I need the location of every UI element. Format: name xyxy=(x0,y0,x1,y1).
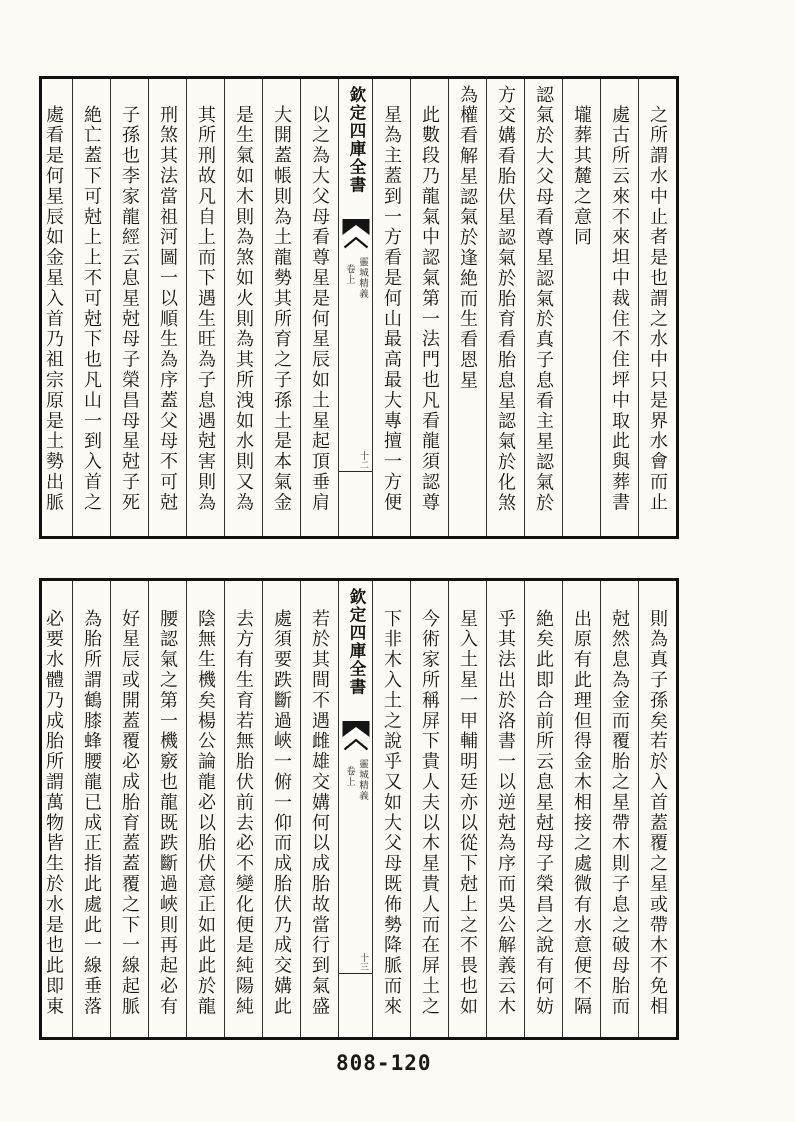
page-block-top xyxy=(39,76,679,539)
text-column: 認氣於大父母看尊星認氣於真子息看主星認氣於 xyxy=(524,79,562,536)
text-column: 下非木入土之說乎又如大父母既佈勢降脈而來 xyxy=(372,581,410,1037)
banxin-chapter: 卷上 xyxy=(344,766,355,787)
text-column: 子孫也李家龍經云息星尅母子榮昌母星尅子死 xyxy=(110,79,148,536)
text-column: 處看是何星辰如金星入首乃祖宗原是土勢出脈 xyxy=(43,105,64,513)
text-column: 則為真子孫矣若於入首蓋覆之星或帶木不免相 xyxy=(638,581,676,1037)
text-column: 尅然息為金而覆胎之星帶木則子息之破母胎而 xyxy=(600,581,638,1037)
text-column: 必要水體乃成胎所謂萬物皆生於水是也此即東 xyxy=(43,609,64,1017)
text-column: 大開蓋帳則為土龍勢其所育之子孫土是本氣金 xyxy=(262,79,300,536)
folio-label: 808-120 xyxy=(336,1051,432,1075)
text-column: 好星辰或開蓋覆必成胎育蓋蓋覆之下一線起脈 xyxy=(110,581,148,1037)
text-column: 以之為大父母看尊星是何星辰如土星起頂垂肩 xyxy=(300,79,338,536)
banxin-library-title: 欽定四庫全書 xyxy=(347,86,366,194)
text-column: 為權看解星認氣於逢絶而生看恩星 xyxy=(448,79,486,536)
page-number: 十二 xyxy=(358,451,368,469)
text-column: 方交媾看胎伏星認氣於胎育看胎息星認氣於化煞 xyxy=(486,79,524,536)
banxin-book-title: 靈城精義 xyxy=(357,257,368,299)
text-column: 去方有生育若無胎伏前去必不變化便是純陽純 xyxy=(224,581,262,1037)
text-column: 出原有此理但得金木相接之處微有水意便不隔 xyxy=(562,581,600,1037)
text-column: 此數段乃龍氣中認氣第一法門也凡看龍須認尊 xyxy=(410,79,448,536)
banxin-rule xyxy=(339,471,372,472)
text-column: 若於其間不遇雌雄交媾何以成胎故當行到氣盛 xyxy=(300,581,338,1037)
text-column: 星入土星一甲輔明廷亦以從下尅上之不畏也如 xyxy=(448,581,486,1037)
text-column: 陰無生機矣楊公論龍必以胎伏意正如此此於龍 xyxy=(186,581,224,1037)
text-column: 是生氣如木則為煞如火則為其所洩如水則又為 xyxy=(224,79,262,536)
text-column: 星為主蓋到一方看是何山最高最大專擅一方便 xyxy=(372,79,410,536)
text-column: 處須要跌斷過峽一俯一仰而成胎伏乃成交媾此 xyxy=(262,581,300,1037)
text-column: 乎其法出於洛書一以逆尅為序而吳公解義云木 xyxy=(486,581,524,1037)
banxin-chapter: 卷上 xyxy=(344,264,355,285)
text-column: 壠葬其麓之意同 xyxy=(562,79,600,536)
text-column: 為胎所謂鶴膝蜂腰龍已成正指此處此一線垂落 xyxy=(72,581,110,1037)
page-block-bottom xyxy=(39,578,679,1040)
banxin-subtitle xyxy=(339,759,372,801)
banxin-column xyxy=(338,79,372,536)
text-column: 絶矣此即合前所云息星尅母子榮昌之說有何妨 xyxy=(524,581,562,1037)
text-column: 刑煞其法當祖河圖一以順生為序蓋父母不可尅 xyxy=(148,79,186,536)
page-number: 十三 xyxy=(358,953,368,971)
fishtail-icon xyxy=(342,219,369,250)
text-column: 絶亡蓋下可尅上上不可尅下也凡山一到入首之 xyxy=(72,79,110,536)
text-column: 其所刑故凡自上而下遇生旺為子息遇尅害則為 xyxy=(186,79,224,536)
banxin-library-title: 欽定四庫全書 xyxy=(347,588,366,696)
banxin-book-title: 靈城精義 xyxy=(357,759,368,801)
text-column: 今術家所稱屏下貴人夫以木星貴人而在屏土之 xyxy=(410,581,448,1037)
banxin-rule xyxy=(339,973,372,974)
banxin-column xyxy=(338,581,372,1037)
banxin-subtitle xyxy=(339,257,372,299)
text-column: 腰認氣之第一機竅也龍既跌斷過峽則再起必有 xyxy=(148,581,186,1037)
text-column: 處古所云來不來坦中裁住不住坪中取此與葬書 xyxy=(600,79,638,536)
fishtail-icon xyxy=(342,721,369,752)
text-column: 之所謂水中止者是也謂之水中只是界水會而止 xyxy=(638,79,676,536)
